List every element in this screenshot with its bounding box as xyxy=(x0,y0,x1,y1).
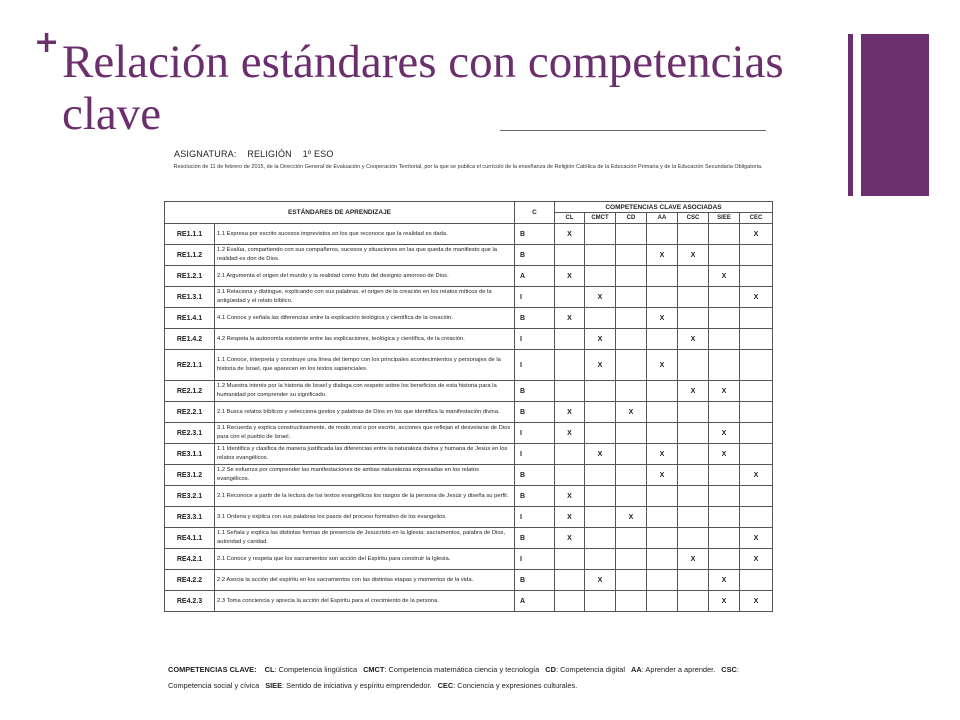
competency-mark-cl: X xyxy=(555,507,585,528)
competency-mark-aa xyxy=(647,402,678,423)
competency-mark-csc: X xyxy=(678,329,709,350)
competency-mark-cec xyxy=(740,507,773,528)
standard-description: 1.2 Muestra interés por la historia de Israel y dialoga con respeto sobre los beneficios de esta historia para la humanidad por comprender su significado. xyxy=(215,381,515,402)
standard-code: RE1.4.1 xyxy=(165,308,215,329)
competency-mark-cl xyxy=(555,381,585,402)
standard-level: B xyxy=(515,465,555,486)
standard-level: B xyxy=(515,402,555,423)
standard-description: 2.1 Busca relatos bíblicos y selecciona gestos y palabras de Dios en los que identifica la manifestación divina. xyxy=(215,402,515,423)
competency-mark-cec xyxy=(740,402,773,423)
standard-description: 1.1 Identifica y clasifica de manera justificada las diferencias entre la naturaleza divina y humana de Jesús en los relatos evangélicos. xyxy=(215,444,515,465)
document xyxy=(164,148,772,172)
competency-mark-siee xyxy=(709,287,740,308)
subject-value: RELIGIÓN xyxy=(247,149,292,159)
table-row xyxy=(165,350,773,381)
competency-mark-csc xyxy=(678,507,709,528)
competency-mark-cd xyxy=(616,224,647,245)
standard-code: RE4.2.1 xyxy=(165,549,215,570)
header-col-cd: CD xyxy=(616,213,647,224)
competency-mark-cmct: X xyxy=(585,350,616,381)
header-col-aa: AA xyxy=(647,213,678,224)
standard-code: RE2.2.1 xyxy=(165,402,215,423)
competency-mark-siee xyxy=(709,507,740,528)
competency-mark-siee xyxy=(709,224,740,245)
legend-item-cd: CD: Competencia digital xyxy=(545,665,626,674)
competency-mark-cl xyxy=(555,350,585,381)
competency-mark-aa xyxy=(647,549,678,570)
standard-level: I xyxy=(515,423,555,444)
competency-mark-cl: X xyxy=(555,423,585,444)
competency-mark-cl: X xyxy=(555,486,585,507)
competency-mark-cmct xyxy=(585,465,616,486)
competency-mark-cmct: X xyxy=(585,329,616,350)
standard-description: 2.2 Asocia la acción del espíritu en los sacramentos con las distintas etapas y momentos de la vida. xyxy=(215,570,515,591)
standard-level: A xyxy=(515,591,555,612)
standard-description: 3.1 Relaciona y distingue, explicando con sus palabras, el origen de la creación en los relatos míticos de la antigüedad y el relato bíblico. xyxy=(215,287,515,308)
competency-mark-cd xyxy=(616,444,647,465)
standard-description: 1.2 Se esfuerza por comprender las manifestaciones de ambas naturalezas expresadas en los relatos evangélicos. xyxy=(215,465,515,486)
competency-mark-cmct xyxy=(585,507,616,528)
competency-mark-cd xyxy=(616,266,647,287)
standard-code: RE2.1.2 xyxy=(165,381,215,402)
competency-mark-cmct xyxy=(585,381,616,402)
table-row xyxy=(165,528,773,549)
competency-mark-cd xyxy=(616,570,647,591)
competency-mark-siee xyxy=(709,402,740,423)
standard-code: RE2.1.1 xyxy=(165,350,215,381)
competency-mark-csc xyxy=(678,350,709,381)
competency-mark-cl xyxy=(555,549,585,570)
competency-mark-siee: X xyxy=(709,570,740,591)
competency-mark-csc xyxy=(678,266,709,287)
standard-level: I xyxy=(515,507,555,528)
competency-mark-cd: X xyxy=(616,402,647,423)
standard-code: RE3.1.2 xyxy=(165,465,215,486)
standard-description: 1.1 Conoce, interpreta y construye una línea del tiempo con los principales acontecimientos y personajes de la historia de Israel, que aparecen en los textos sapienciales. xyxy=(215,350,515,381)
header-col-cec: CEC xyxy=(740,213,773,224)
header-col-csc: CSC xyxy=(678,213,709,224)
standards-table xyxy=(164,201,773,612)
legend-item-cl: CL: Competencia lingüística xyxy=(264,665,358,674)
standard-level: I xyxy=(515,329,555,350)
competency-mark-cd xyxy=(616,486,647,507)
standard-code: RE1.2.1 xyxy=(165,266,215,287)
competency-mark-cec xyxy=(740,308,773,329)
standard-level: B xyxy=(515,308,555,329)
competency-mark-csc xyxy=(678,444,709,465)
standard-description: 1.1 Expresa por escrito sucesos imprevistos en los que reconoce que la realidad es dada. xyxy=(215,224,515,245)
standard-code: RE1.4.2 xyxy=(165,329,215,350)
competency-mark-csc: X xyxy=(678,245,709,266)
competency-mark-csc xyxy=(678,591,709,612)
competencies-legend xyxy=(168,662,768,694)
subject-label: ASIGNATURA: xyxy=(174,149,237,159)
competency-mark-aa: X xyxy=(647,350,678,381)
competency-mark-cmct xyxy=(585,591,616,612)
competency-mark-cl xyxy=(555,444,585,465)
table-row xyxy=(165,224,773,245)
competency-mark-aa xyxy=(647,266,678,287)
standard-code: RE1.1.2 xyxy=(165,245,215,266)
standard-level: B xyxy=(515,486,555,507)
standard-level: B xyxy=(515,528,555,549)
competency-mark-cl xyxy=(555,329,585,350)
table-row xyxy=(165,549,773,570)
competency-mark-cmct: X xyxy=(585,287,616,308)
standard-code: RE1.3.1 xyxy=(165,287,215,308)
competency-mark-cd xyxy=(616,308,647,329)
competency-mark-cd xyxy=(616,528,647,549)
competency-mark-cmct xyxy=(585,528,616,549)
table-row xyxy=(165,266,773,287)
table-row xyxy=(165,329,773,350)
standard-description: 1.2 Evalúa, compartiendo con sus compañeros, sucesos y situaciones en las que queda de manifiesto que la realidad es don de Dios. xyxy=(215,245,515,266)
standard-level: B xyxy=(515,381,555,402)
competency-mark-csc xyxy=(678,224,709,245)
competency-mark-cmct: X xyxy=(585,570,616,591)
resolution-text: Resolución de 11 de febrero de 2015, de la Dirección General de Evaluación y Cooperación Territorial, por la que se publica el currículo de la enseñanza de Religión Católica de la Educación Primaria y de la Educación Secundaria Obligatoria. xyxy=(173,164,763,170)
competency-mark-aa xyxy=(647,591,678,612)
competency-mark-cec xyxy=(740,329,773,350)
competency-mark-siee: X xyxy=(709,444,740,465)
competency-mark-siee xyxy=(709,486,740,507)
table-row xyxy=(165,507,773,528)
competency-mark-cmct xyxy=(585,486,616,507)
competency-mark-cmct xyxy=(585,549,616,570)
competency-mark-aa: X xyxy=(647,245,678,266)
competency-mark-aa: X xyxy=(647,308,678,329)
table-row xyxy=(165,308,773,329)
competency-mark-cl: X xyxy=(555,528,585,549)
competency-mark-cd xyxy=(616,245,647,266)
header-col-siee: SIEE xyxy=(709,213,740,224)
competency-mark-cd: X xyxy=(616,507,647,528)
standard-description: 3.1 Recuerda y explica constructivamente, de modo oral o por escrito, acciones que reflejan el desvelarse de Dios para con el pueblo de Israel. xyxy=(215,423,515,444)
competency-mark-siee: X xyxy=(709,266,740,287)
standard-level: B xyxy=(515,224,555,245)
competency-mark-cec: X xyxy=(740,549,773,570)
competency-mark-csc xyxy=(678,570,709,591)
competency-mark-cl xyxy=(555,245,585,266)
legend-item-cmct: CMCT: Competencia matemática ciencia y tecnología xyxy=(363,665,540,674)
competency-mark-cec: X xyxy=(740,528,773,549)
competency-mark-aa xyxy=(647,287,678,308)
table-row xyxy=(165,287,773,308)
competency-mark-siee xyxy=(709,549,740,570)
legend-item-cec: CEC: Conciencia y expresiones culturales. xyxy=(437,681,578,690)
competency-mark-aa xyxy=(647,507,678,528)
competency-mark-aa xyxy=(647,486,678,507)
competency-mark-cmct xyxy=(585,402,616,423)
competency-mark-csc xyxy=(678,423,709,444)
competency-mark-csc: X xyxy=(678,549,709,570)
legend-item-siee: SIEE: Sentido de iniciativa y espíritu emprendedor. xyxy=(265,681,432,690)
competency-mark-cd xyxy=(616,381,647,402)
header-col-cmct: CMCT xyxy=(585,213,616,224)
competency-mark-aa xyxy=(647,224,678,245)
competency-mark-aa xyxy=(647,329,678,350)
competency-mark-siee xyxy=(709,245,740,266)
competency-mark-siee xyxy=(709,350,740,381)
competency-mark-siee xyxy=(709,528,740,549)
competency-mark-cd xyxy=(616,591,647,612)
competency-mark-csc: X xyxy=(678,381,709,402)
competency-mark-aa: X xyxy=(647,465,678,486)
competency-mark-cec xyxy=(740,486,773,507)
standard-level: B xyxy=(515,245,555,266)
competency-mark-siee xyxy=(709,308,740,329)
standard-level: I xyxy=(515,350,555,381)
competency-mark-cec xyxy=(740,266,773,287)
competency-mark-cl: X xyxy=(555,266,585,287)
standard-code: RE3.3.1 xyxy=(165,507,215,528)
legend-item-aa: AA: Aprender a aprender. xyxy=(631,665,716,674)
standard-description: 2.1 Conoce y respeta que los sacramentos son acción del Espíritu para construir la Iglesia. xyxy=(215,549,515,570)
competency-mark-cmct xyxy=(585,245,616,266)
competency-mark-cec xyxy=(740,350,773,381)
slide-title: Relación estándares con competencias clave xyxy=(62,36,784,140)
competency-mark-cd xyxy=(616,423,647,444)
competency-mark-aa: X xyxy=(647,444,678,465)
title-underline xyxy=(500,130,766,131)
standard-level: B xyxy=(515,570,555,591)
standard-code: RE3.1.1 xyxy=(165,444,215,465)
competency-mark-csc xyxy=(678,402,709,423)
header-standards: ESTÁNDARES DE APRENDIZAJE xyxy=(165,202,515,224)
document-header xyxy=(174,148,772,160)
header-col-cl: CL xyxy=(555,213,585,224)
competency-mark-cec xyxy=(740,245,773,266)
competency-mark-siee: X xyxy=(709,423,740,444)
competency-mark-csc xyxy=(678,486,709,507)
competency-mark-cmct: X xyxy=(585,444,616,465)
standard-code: RE4.2.3 xyxy=(165,591,215,612)
standard-code: RE4.2.2 xyxy=(165,570,215,591)
standard-description: 4.1 Conoce y señala las diferencias entre la explicación teológica y científica de la creación. xyxy=(215,308,515,329)
standard-description: 1.1 Señala y explica las distintas formas de presencia de Jesucristo en la Iglesia: sacramentos, palabra de Dios, autoridad y caridad. xyxy=(215,528,515,549)
standard-description: 2.1 Argumenta el origen del mundo y la realidad como fruto del designio amoroso de Dios. xyxy=(215,266,515,287)
competency-mark-csc xyxy=(678,465,709,486)
competency-mark-cl xyxy=(555,570,585,591)
standard-description: 3.1 Ordena y explica con sus palabras los pasos del proceso formativo de los evangelios. xyxy=(215,507,515,528)
standard-description: 4.2 Respeta la autonomía existente entre las explicaciones, teológica y científica, de la creación. xyxy=(215,329,515,350)
table-row xyxy=(165,444,773,465)
competency-mark-cl: X xyxy=(555,308,585,329)
competency-mark-cec: X xyxy=(740,287,773,308)
competency-mark-cd xyxy=(616,465,647,486)
table-row xyxy=(165,591,773,612)
standard-level: I xyxy=(515,287,555,308)
competency-mark-cmct xyxy=(585,224,616,245)
competency-mark-cd xyxy=(616,350,647,381)
table-row xyxy=(165,245,773,266)
table-row xyxy=(165,570,773,591)
competency-mark-siee xyxy=(709,329,740,350)
competency-mark-siee: X xyxy=(709,381,740,402)
standard-description: 2.1 Reconoce a partir de la lectura de los textos evangélicos los rasgos de la persona de Jesús y diseña su perfil. xyxy=(215,486,515,507)
standard-code: RE3.2.1 xyxy=(165,486,215,507)
competency-mark-cec: X xyxy=(740,465,773,486)
competency-mark-cec: X xyxy=(740,224,773,245)
competency-mark-siee xyxy=(709,465,740,486)
competency-mark-cmct xyxy=(585,423,616,444)
competency-mark-cec: X xyxy=(740,591,773,612)
competency-mark-cd xyxy=(616,549,647,570)
competency-mark-cl xyxy=(555,287,585,308)
table-row xyxy=(165,465,773,486)
legend-item-csc: CSC: Competencia social y cívica xyxy=(168,665,739,690)
competency-mark-cl xyxy=(555,465,585,486)
competency-mark-cec xyxy=(740,423,773,444)
standard-level: A xyxy=(515,266,555,287)
competency-mark-csc xyxy=(678,308,709,329)
table-row xyxy=(165,423,773,444)
legend-label: COMPETENCIAS CLAVE: xyxy=(168,665,257,674)
competency-mark-cd xyxy=(616,287,647,308)
standard-code: RE4.1.1 xyxy=(165,528,215,549)
competency-mark-csc xyxy=(678,287,709,308)
table-row xyxy=(165,486,773,507)
competency-mark-cd xyxy=(616,329,647,350)
competency-mark-cec xyxy=(740,381,773,402)
standard-code: RE2.3.1 xyxy=(165,423,215,444)
standard-description: 2.3 Toma conciencia y aprecia la acción del Espíritu para el crecimiento de la persona. xyxy=(215,591,515,612)
competency-mark-csc xyxy=(678,528,709,549)
competency-mark-cec xyxy=(740,570,773,591)
accent-bar-thick xyxy=(861,34,929,196)
competency-mark-cmct xyxy=(585,308,616,329)
competency-mark-siee: X xyxy=(709,591,740,612)
slide-bullet: + xyxy=(34,25,60,60)
competency-mark-cl xyxy=(555,591,585,612)
competency-mark-aa xyxy=(647,423,678,444)
standard-code: RE1.1.1 xyxy=(165,224,215,245)
competency-mark-cec xyxy=(740,444,773,465)
competency-mark-aa xyxy=(647,381,678,402)
standard-level: I xyxy=(515,444,555,465)
competency-mark-aa xyxy=(647,570,678,591)
standard-level: I xyxy=(515,549,555,570)
table-row xyxy=(165,381,773,402)
table-row xyxy=(165,402,773,423)
header-competencies: COMPETENCIAS CLAVE ASOCIADAS xyxy=(555,202,773,213)
competency-mark-aa xyxy=(647,528,678,549)
competency-mark-cmct xyxy=(585,266,616,287)
competency-mark-cl: X xyxy=(555,402,585,423)
accent-bar-thin xyxy=(848,34,853,196)
course-value: 1º ESO xyxy=(302,149,334,159)
header-c: C xyxy=(515,202,555,224)
competency-mark-cl: X xyxy=(555,224,585,245)
